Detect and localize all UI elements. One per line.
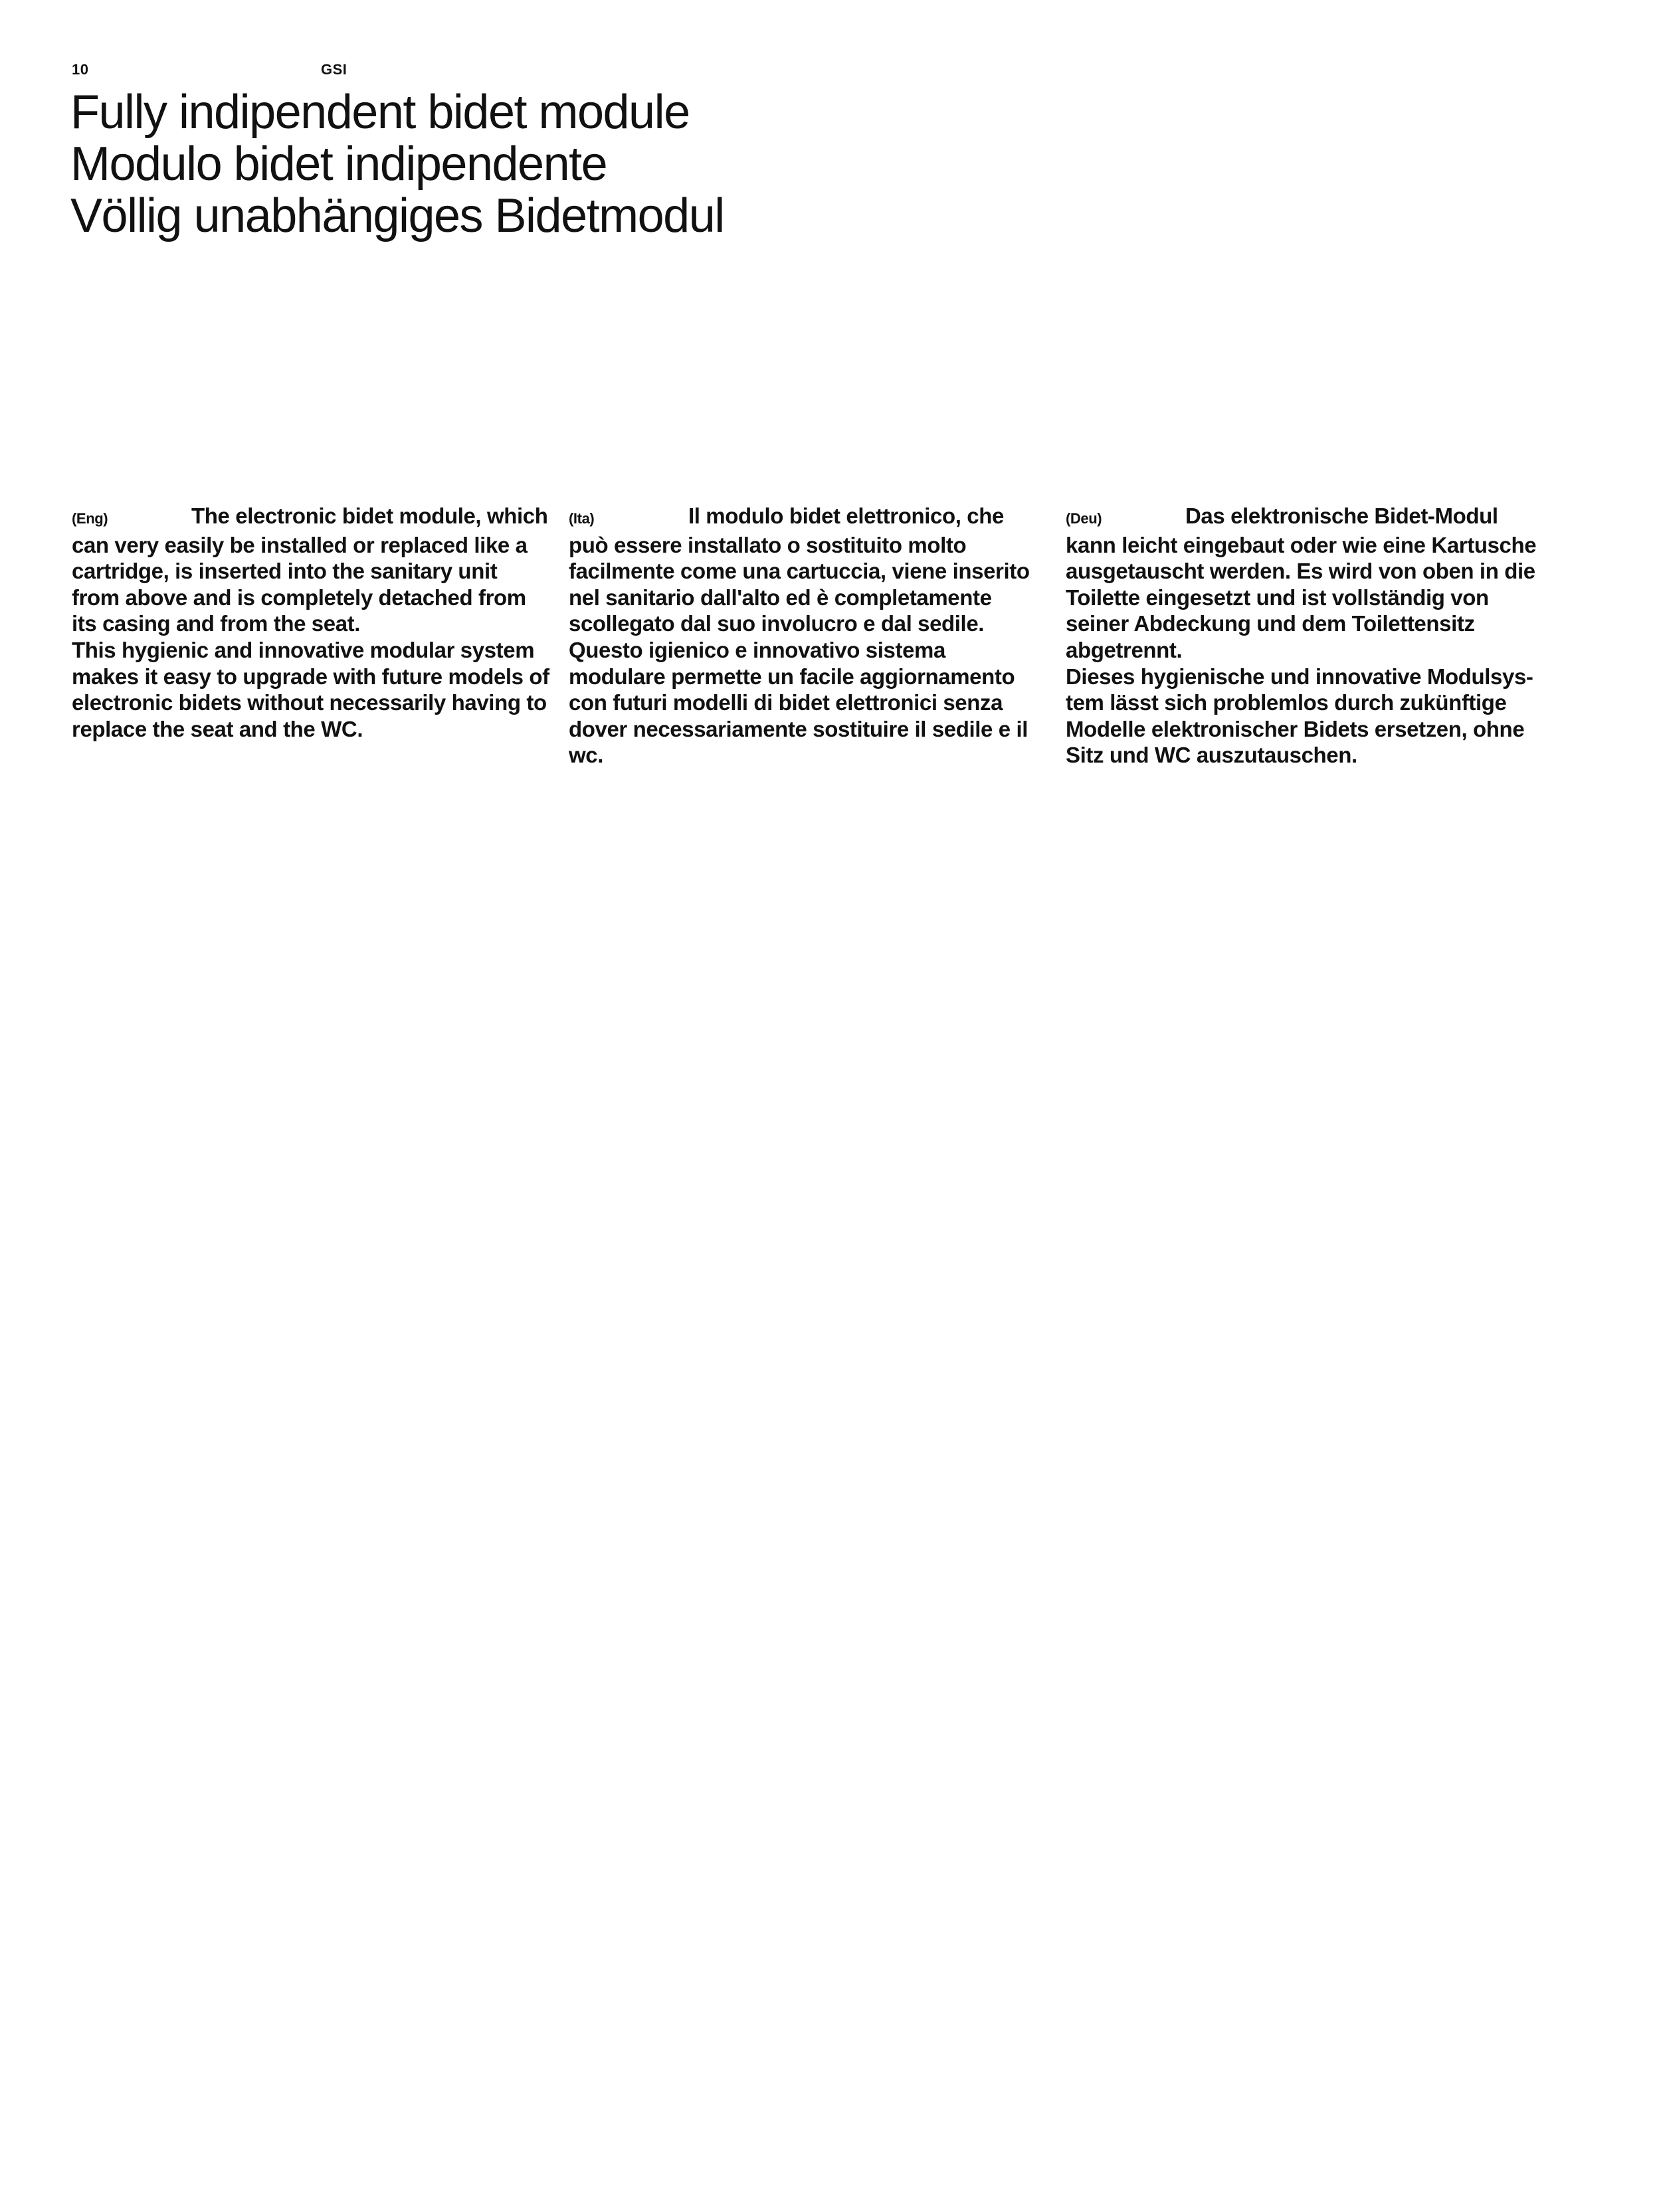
language-tag-deu: (Deu) (1066, 510, 1102, 527)
column-italian (569, 503, 1047, 769)
title-english: Fully indipendent bidet module (70, 86, 690, 139)
german-paragraph-2: Dieses hygienische und innovative Modulsystem lässt sich problemlos durch zukünftige Modelle elektronischer Bidets ersetzen, ohne Sitz und WC auszutauschen. (1066, 664, 1533, 768)
italian-paragraph-1 (569, 503, 1047, 637)
page-title (70, 86, 1001, 242)
title-italian: Modulo bidet indipendente (70, 138, 607, 191)
english-paragraph-1 (72, 503, 550, 637)
german-text-1: Das elektronische Bidet-Modul kann leicht eingebaut oder wie eine Kartusche ausgetauscht werden. Es wird von oben in die Toilette eingesetzt und ist vollständig von seiner Abdeckung und dem Toilettensitz abgetrennt. (1066, 504, 1537, 662)
page-number: 10 (72, 61, 89, 78)
column-english (72, 503, 550, 742)
italian-paragraph-2: Questo igienico e innovativo sistema modulare permette un facile aggiornamento con futuri modelli di bidet elettronici senza dover necessariamente sostituire il sedile e il wc. (569, 637, 1028, 768)
title-german: Völlig unabhängiges Bidetmodul (70, 189, 724, 242)
english-paragraph-2: This hygienic and innovative modular system makes it easy to upgrade with future models of electronic bidets without necessarily having to replace the seat and the WC. (72, 637, 549, 741)
brand-name: GSI (321, 61, 347, 78)
italian-text-1: Il modulo bidet elettronico, che può essere installato o sostituito molto facilmente come una cartuccia, viene inserito nel sanitario dall'alto ed è completamente scollegato dal suo involucro e dal sedile. (569, 504, 1030, 636)
english-text-1: The electronic bidet module, which can very easily be installed or replaced like a cartridge, is inserted into the sanitary unit from above and is completely detached from its casing and from the seat. (72, 504, 548, 636)
language-tag-ita: (Ita) (569, 510, 595, 527)
german-paragraph-1 (1066, 503, 1544, 664)
column-german (1066, 503, 1544, 769)
language-tag-eng: (Eng) (72, 510, 108, 527)
